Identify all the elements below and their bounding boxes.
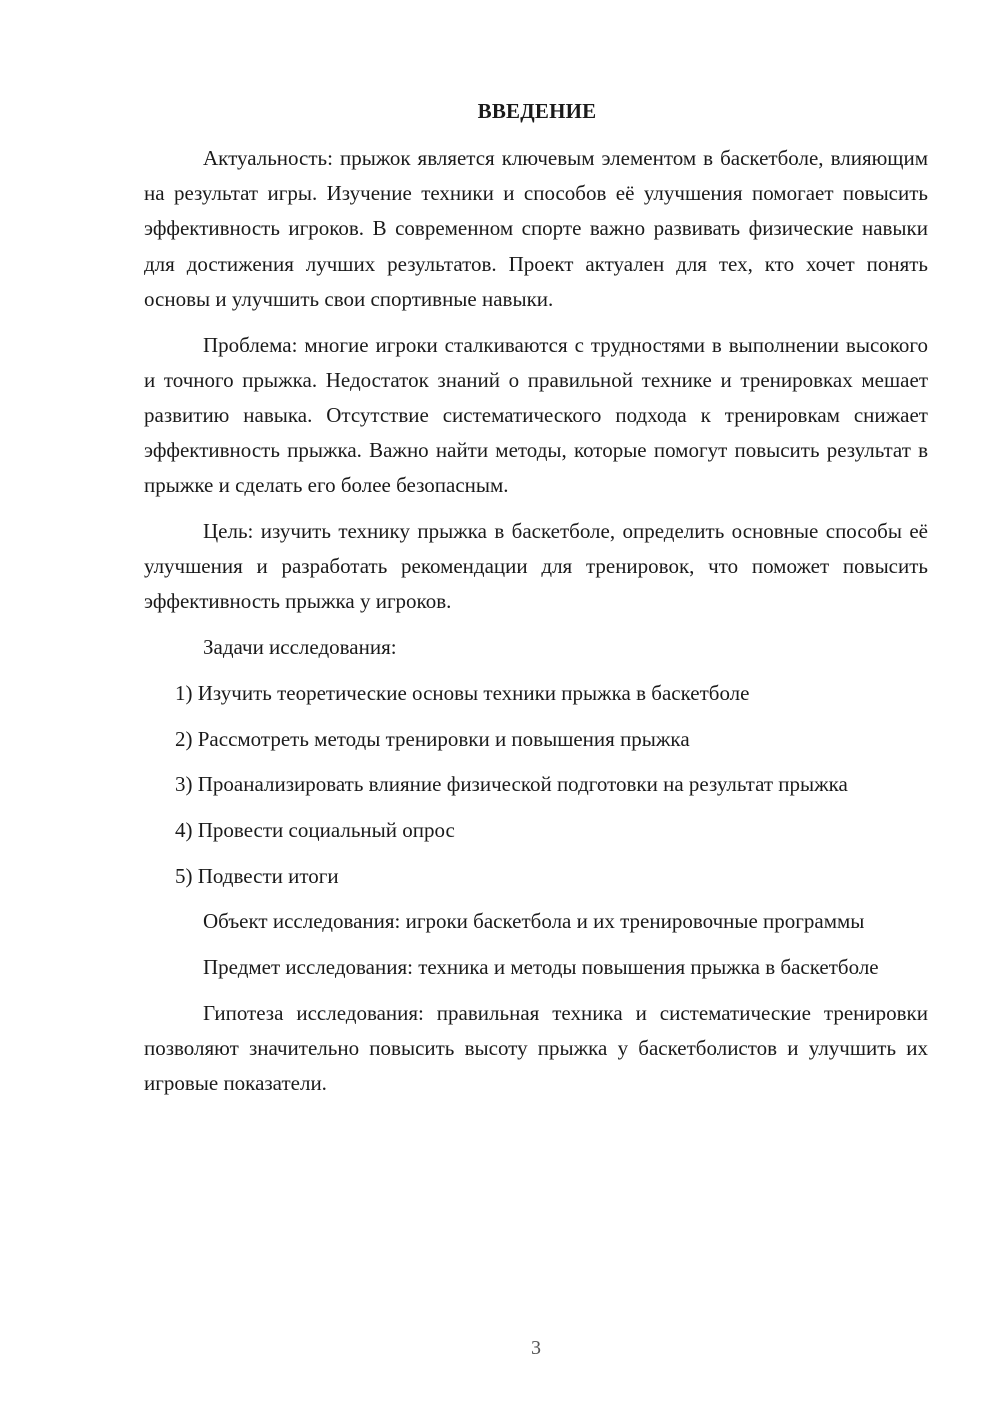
- paragraph-object: Объект исследования: игроки баскетбола и их тренировочные программы: [203, 909, 865, 934]
- paragraph-subject: Предмет исследования: техника и методы повышения прыжка в баскетболе: [203, 955, 879, 980]
- paragraph-relevance: Актуальность: прыжок является ключевым элементом в баскетболе, влияющим на результат игры. Изучение техники и способов её улучшения помогает повысить эффективность игроков. В современном спорте важно развивать физические навыки для достижения лучших результатов. Проект актуален для тех, кто хочет понять основы и улучшить свои спортивные навыки.: [144, 146, 928, 311]
- paragraph-problem: Проблема: многие игроки сталкиваются с трудностями в выполнении высокого и точного прыжка. Недостаток знаний о правильной технике и тренировках мешает развитию навыка. Отсутствие систематического подхода к тренировкам снижает эффективность прыжка. Важно найти методы, которые помогут повысить результат в прыжке и сделать его более безопасным.: [144, 332, 928, 498]
- list-item-task-4: 4) Провести социальный опрос: [175, 817, 455, 842]
- list-item-task-1: 1) Изучить теоретические основы техники прыжка в баскетболе: [175, 680, 750, 705]
- paragraph-hypothesis: Гипотеза исследования: правильная техника и систематические тренировки позволяют значительно повысить высоту прыжка у баскетболистов и улучшить их игровые показатели.: [144, 1000, 928, 1096]
- list-item-task-3: 3) Проанализировать влияние физической подготовки на результат прыжка: [175, 772, 848, 797]
- paragraph-tasks-heading: Задачи исследования:: [203, 635, 397, 660]
- list-item-task-5: 5) Подвести итоги: [175, 863, 339, 888]
- paragraph-goal: Цель: изучить технику прыжка в баскетболе, определить основные способы её улучшения и разработать рекомендации для тренировок, что поможет повысить эффективность прыжка у игроков.: [144, 519, 928, 614]
- page-number: 3: [531, 1337, 541, 1359]
- list-item-task-2: 2) Рассмотреть методы тренировки и повышения прыжка: [175, 726, 690, 751]
- page-title: ВВЕДЕНИЕ: [477, 99, 597, 123]
- document-body: [144, 141, 928, 1112]
